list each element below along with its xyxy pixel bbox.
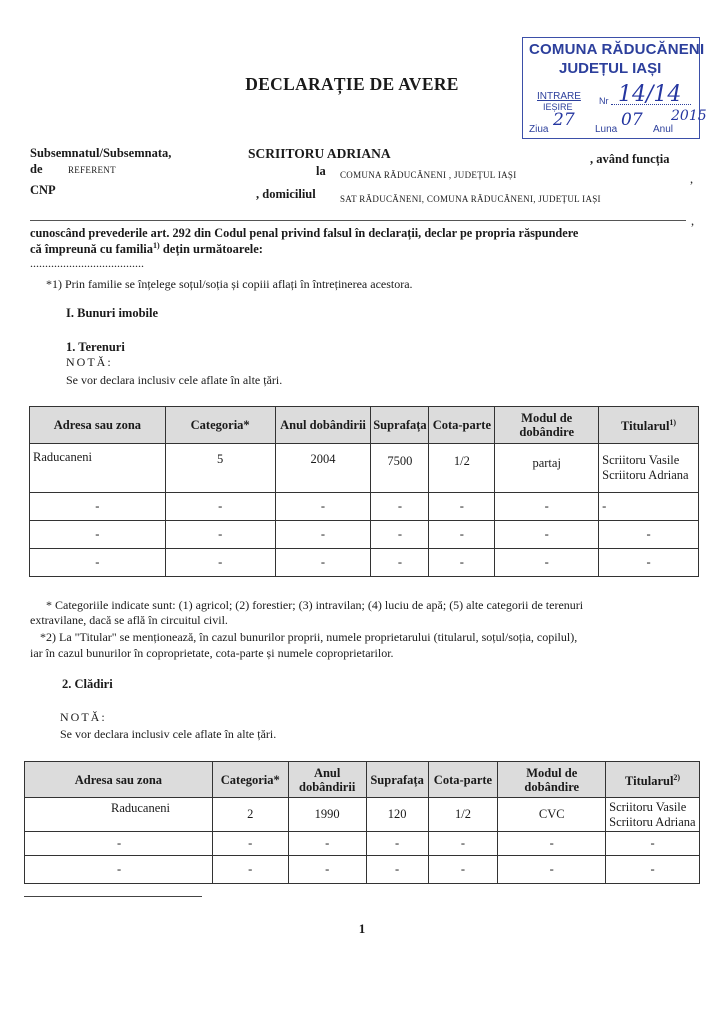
comma-1: ,	[690, 172, 694, 186]
col-adresa: Adresa sau zona	[30, 407, 166, 444]
cell: 5	[165, 444, 275, 493]
cell: -	[212, 856, 288, 884]
cell: Scriitoru Vasile Scriitoru Adriana	[606, 798, 700, 832]
cell: -	[30, 493, 166, 521]
page-number: 1	[358, 921, 366, 936]
intro-sup: 1)	[153, 241, 160, 250]
cell: -	[429, 521, 495, 549]
cell: -	[165, 521, 275, 549]
section-bunuri-imobile: I. Bunuri imobile	[66, 306, 159, 320]
de-label: de	[30, 162, 43, 176]
cell: -	[371, 549, 429, 577]
table-row	[30, 493, 699, 521]
cell: 2	[212, 798, 288, 832]
cell: -	[371, 521, 429, 549]
institutia-value: COMUNA RĂDUCĂNENI , JUDEȚUL IAȘI	[340, 170, 517, 180]
cell: Raducaneni	[25, 798, 213, 832]
intro-line2a: că împreună cu familia	[30, 242, 154, 257]
table-row	[25, 856, 700, 884]
note-titular-2: iar în cazul bunurilor în coproprietate, cota-parte și numele coproprietarilor.	[30, 646, 394, 660]
col-adresa: Adresa sau zona	[25, 762, 213, 798]
cell: Scriitoru Vasile Scriitoru Adriana	[599, 444, 699, 493]
stamp-anul-label: Anul	[653, 124, 674, 135]
col-titular-sup: 2)	[673, 772, 681, 782]
cell: -	[498, 832, 606, 856]
intro-line1: cunoscând prevederile art. 292 din Codul penal privind falsul în declarații, declar pe propria răspundere	[30, 226, 579, 240]
stamp-line1: COMUNA RĂDUCĂNENI	[529, 41, 705, 58]
cell: -	[288, 832, 366, 856]
cell: -	[428, 856, 498, 884]
col-categoria: Categoria*	[165, 407, 275, 444]
note-titular: *2) La "Titular" se menționează, în cazul bunurilor proprii, numele proprietarului (titularul, soțul/soția, copilul),	[40, 630, 578, 644]
cell: -	[30, 549, 166, 577]
cell: -	[429, 549, 495, 577]
note-familie: *1) Prin familie se înțelege soțul/soția și copiii aflați în întreținerea acestora.	[46, 277, 413, 291]
cell: 1/2	[428, 798, 498, 832]
cell: Raducaneni	[30, 444, 166, 493]
cell: -	[275, 493, 371, 521]
nota-1-text: Se vor declara inclusiv cele aflate în alte țări.	[66, 373, 283, 387]
cell: CVC	[498, 798, 606, 832]
declarant-name: SCRIITORU ADRIANA	[248, 146, 391, 161]
cell: -	[165, 493, 275, 521]
cell: -	[25, 832, 213, 856]
nota-2-text: Se vor declara inclusiv cele aflate în alte țări.	[60, 727, 277, 741]
avand-functia-label: , având funcția	[590, 152, 670, 166]
stamp-nr-value: 14/14	[618, 82, 682, 107]
col-titular-text: Titularul	[621, 419, 670, 434]
domiciliul-value: SAT RĂDUCĂNENI, COMUNA RĂDUCĂNENI, JUDEȚUL IAȘI	[340, 194, 601, 204]
subsection-cladiri: 2. Clădiri	[62, 677, 113, 691]
cell: 1990	[288, 798, 366, 832]
col-titular-text: Titularul	[625, 774, 674, 789]
cell: -	[599, 521, 699, 549]
stamp-luna-label: Luna	[595, 124, 618, 135]
nota-2-label: NOTĂ:	[60, 710, 107, 724]
table-header-row	[25, 762, 700, 798]
table-row	[25, 798, 700, 832]
intro-dots: ......................................	[30, 256, 144, 270]
cladiri-table	[24, 761, 700, 884]
stamp-anul-value: 2015	[671, 108, 707, 124]
stamp-intrare: INTRARE	[537, 91, 581, 102]
stamp-iesire: IEȘIRE	[543, 102, 573, 112]
table-row	[25, 832, 700, 856]
cell: -	[606, 832, 700, 856]
col-modul: Modul de dobândire	[498, 762, 606, 798]
cell: -	[288, 856, 366, 884]
subsection-terenuri: 1. Terenuri	[66, 340, 125, 354]
intro-line2b: dețin următoarele:	[159, 242, 263, 257]
footnote-rule	[24, 896, 202, 897]
note-categorii: * Categoriile indicate sunt: (1) agricol; (2) forestier; (3) intravilan; (4) luciu de apă; (5) alte categorii de terenuri	[46, 598, 584, 612]
cell: -	[599, 493, 699, 521]
cell: 2004	[275, 444, 371, 493]
cell: -	[212, 832, 288, 856]
col-titular	[599, 407, 699, 444]
cell: -	[165, 549, 275, 577]
stamp-luna-value: 07	[621, 110, 643, 130]
subsemnatul-label: Subsemnatul/Subsemnata,	[30, 146, 172, 160]
cell: -	[429, 493, 495, 521]
col-suprafata: Suprafața	[366, 762, 428, 798]
cell: -	[599, 549, 699, 577]
cell: -	[25, 856, 213, 884]
col-modul: Modul de dobândire	[495, 407, 599, 444]
table-row	[30, 521, 699, 549]
cell: partaj	[495, 444, 599, 493]
col-titular	[606, 762, 700, 798]
stamp-ziua-label: Ziua	[529, 124, 549, 135]
cell: -	[371, 493, 429, 521]
stamp-ziua-value: 27	[553, 110, 575, 130]
stamp-nr-label: Nr	[599, 96, 609, 106]
functia-value: REFERENT	[68, 165, 116, 175]
comma-2: ,	[691, 214, 695, 228]
page-title	[0, 74, 724, 95]
cell: -	[498, 856, 606, 884]
col-titular-sup: 1)	[669, 418, 677, 428]
cell: -	[428, 832, 498, 856]
cell: 120	[366, 798, 428, 832]
table-row	[30, 444, 699, 493]
col-categoria: Categoria*	[212, 762, 288, 798]
intro-line2	[30, 241, 263, 257]
la-label: la	[316, 164, 326, 178]
cell: -	[275, 549, 371, 577]
col-suprafata: Suprafața	[371, 407, 429, 444]
col-cota: Cota-parte	[429, 407, 495, 444]
cell: 1/2	[429, 444, 495, 493]
note-categorii-2: extravilane, dacă se află în circuitul civil.	[30, 613, 228, 627]
terenuri-table	[29, 406, 699, 577]
col-anul: Anul dobândirii	[288, 762, 366, 798]
page-title-text: DECLARAȚIE DE AVERE	[245, 74, 459, 94]
cnp-label: CNP	[30, 183, 56, 197]
cell: -	[275, 521, 371, 549]
cell: -	[366, 856, 428, 884]
cell: -	[606, 856, 700, 884]
table-row	[30, 549, 699, 577]
table-header-row	[30, 407, 699, 444]
nota-1-label: NOTĂ:	[66, 355, 113, 369]
col-cota: Cota-parte	[428, 762, 498, 798]
cell: -	[30, 521, 166, 549]
domiciliul-label: , domiciliul	[256, 187, 316, 201]
cell: -	[495, 549, 599, 577]
cell: 7500	[371, 444, 429, 493]
col-anul: Anul dobândirii	[275, 407, 371, 444]
header-rule	[30, 220, 686, 221]
stamp-line2: JUDEȚUL IAȘI	[559, 60, 662, 77]
cell: -	[366, 832, 428, 856]
cell: -	[495, 493, 599, 521]
cell: -	[495, 521, 599, 549]
